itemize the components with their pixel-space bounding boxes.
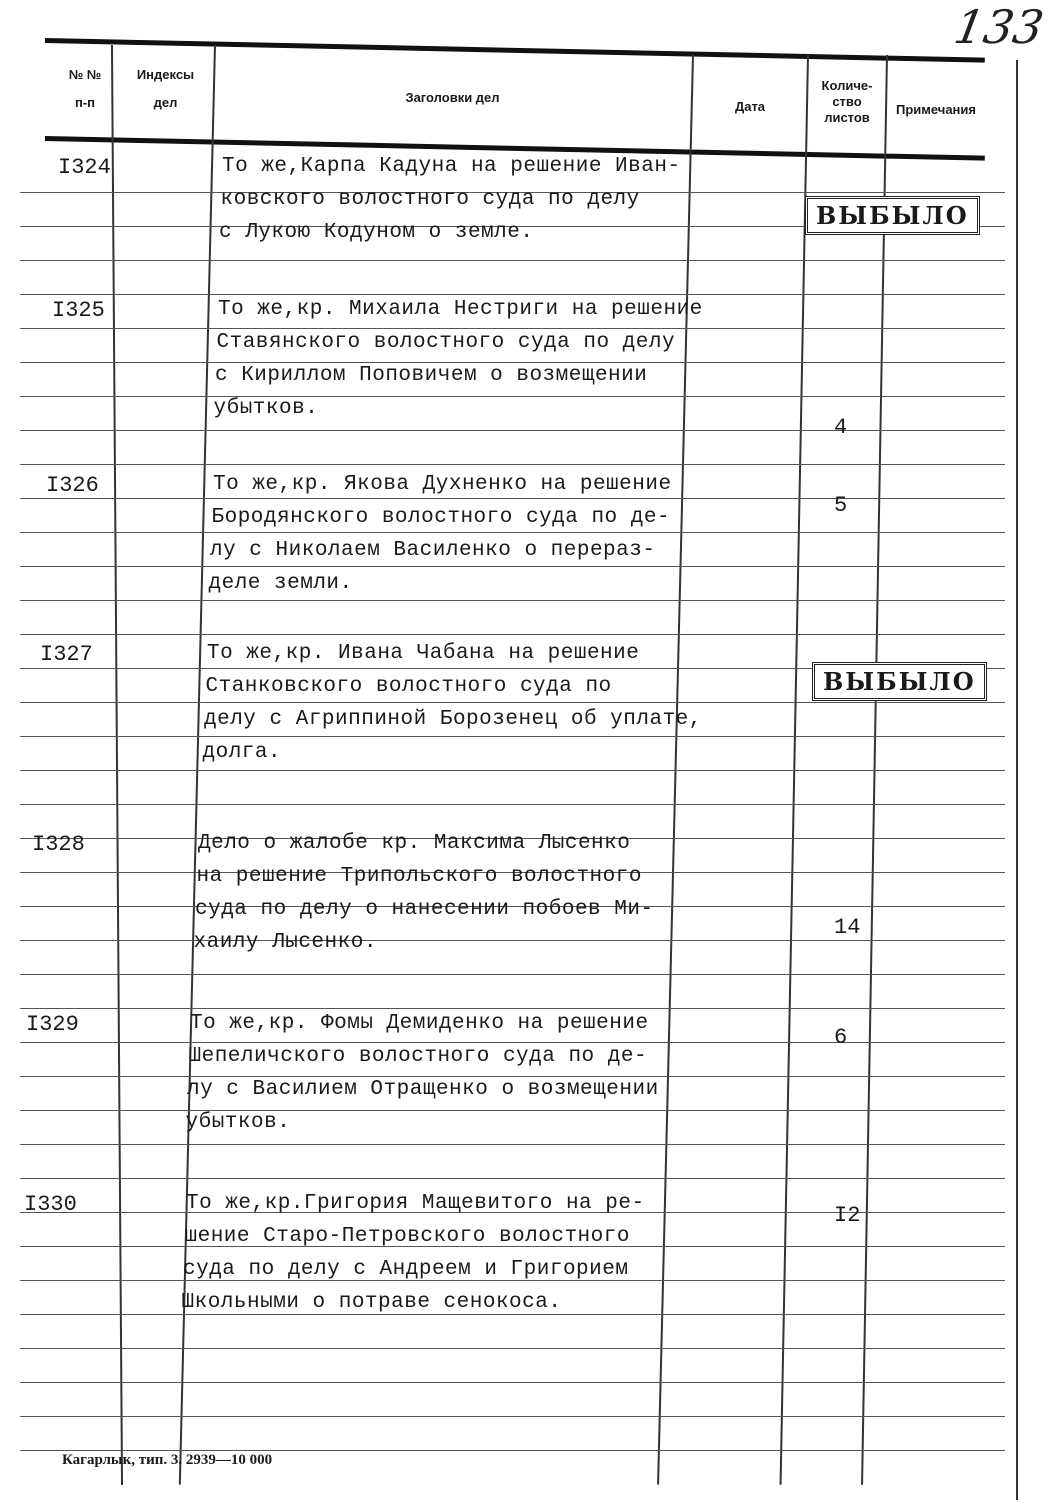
header-date: Дата bbox=[734, 99, 766, 114]
entry-title-line: на решение Трипольского волостного bbox=[196, 865, 642, 888]
entry-number: I326 bbox=[46, 473, 99, 498]
entry-number: I324 bbox=[58, 155, 111, 180]
ledger-rule bbox=[20, 940, 1005, 941]
entry-title-line: Станковского волостного суда по bbox=[205, 675, 612, 698]
column-divider bbox=[111, 45, 123, 1485]
entry-number: I328 bbox=[32, 832, 85, 857]
entry-title-line: ковского волостного суда по делу bbox=[220, 188, 640, 211]
ledger-rule bbox=[20, 600, 1005, 601]
header-num-line: № № bbox=[68, 67, 102, 82]
ledger-rule bbox=[20, 1348, 1005, 1349]
printer-footer: Кагарлык, тип. 3. 2939—10 000 bbox=[62, 1452, 273, 1468]
ledger-rule bbox=[20, 1144, 1005, 1145]
entry-title-line: с Кириллом Поповичем о возмещении bbox=[215, 364, 648, 387]
header-index-line: Индексы bbox=[136, 67, 195, 82]
entry-title-line: То же,Карпа Кадуна на решение Иван- bbox=[222, 155, 681, 178]
entry-number: I325 bbox=[52, 298, 105, 323]
entry-title-line: убытков. bbox=[213, 397, 319, 420]
ledger-rule bbox=[20, 464, 1005, 465]
ledger-rule bbox=[20, 430, 1005, 431]
entry-title-line: убытков. bbox=[185, 1111, 291, 1134]
header-num bbox=[55, 65, 115, 113]
ledger-rule bbox=[20, 566, 1005, 567]
ledger-rule bbox=[20, 1450, 1005, 1451]
entry-title-line: Дело о жалобе кр. Максима Лысенко bbox=[198, 832, 631, 855]
entry-title-line: То же,кр. Михаила Нестриги на решение bbox=[218, 298, 703, 321]
entry-title-line: То же,кр. Фомы Демиденко на решение bbox=[190, 1012, 649, 1035]
header-num-line: п-п bbox=[74, 95, 96, 110]
entry-number: I329 bbox=[26, 1012, 79, 1037]
sheet-count: I2 bbox=[834, 1203, 861, 1228]
header-count-line: Количе- bbox=[821, 78, 873, 93]
withdrawn-stamp: ВЫБЫЛО bbox=[805, 196, 980, 235]
ledger-rule bbox=[20, 1008, 1005, 1009]
ledger-rule bbox=[20, 260, 1005, 261]
ledger-rule bbox=[20, 498, 1005, 499]
entry-title-line: лу с Василием Отращенко о возмещении bbox=[187, 1078, 659, 1101]
header-titles: Заголовки дел bbox=[405, 90, 500, 105]
entry-title-line: хаилу Лысенко. bbox=[193, 931, 377, 954]
ledger-rule bbox=[20, 328, 1005, 329]
ledger-rule bbox=[20, 1416, 1005, 1417]
ledger-rule bbox=[20, 294, 1005, 295]
sheet-count: 4 bbox=[834, 415, 848, 440]
ledger-rule bbox=[20, 1382, 1005, 1383]
ledger-rule bbox=[20, 736, 1005, 737]
header-count bbox=[808, 78, 886, 126]
page-number: 133 bbox=[950, 0, 1048, 54]
sheet-count: 5 bbox=[834, 493, 848, 518]
sheet-count: 6 bbox=[834, 1025, 848, 1050]
ledger-rule bbox=[20, 1042, 1005, 1043]
ledger-rule bbox=[20, 362, 1005, 363]
entry-title-line: То же,кр. Ивана Чабана на решение bbox=[207, 642, 640, 665]
header-notes: Примечания bbox=[895, 102, 976, 117]
header-top-rule bbox=[45, 38, 985, 63]
entry-title-line: Шепеличского волостного суда по де- bbox=[188, 1045, 648, 1068]
header-index bbox=[118, 65, 213, 113]
ledger-rule bbox=[20, 974, 1005, 975]
entry-title-line: шение Старо-Петровского волостного bbox=[184, 1225, 630, 1248]
header-count-line: ство bbox=[832, 94, 862, 109]
entry-number: I327 bbox=[40, 642, 93, 667]
entry-title-line: суда по делу о нанесении побоев Ми- bbox=[195, 898, 654, 921]
ledger-rule bbox=[20, 532, 1005, 533]
entry-title-line: делу с Агриппиной Борозенец об уплате, bbox=[204, 708, 702, 731]
withdrawn-stamp: ВЫБЫЛО bbox=[812, 662, 987, 701]
ledger-rule bbox=[20, 1076, 1005, 1077]
page-edge bbox=[1016, 60, 1018, 1500]
header-index-line: дел bbox=[153, 95, 178, 110]
entry-title-line: с Лукою Кодуном о земле. bbox=[219, 221, 534, 244]
entry-title-line: То же,кр.Григория Мащевитого на ре- bbox=[186, 1192, 645, 1215]
ledger-rule bbox=[20, 770, 1005, 771]
entry-title-line: деле земли. bbox=[208, 572, 353, 595]
entry-title-line: То же,кр. Якова Духненко на решение bbox=[213, 473, 672, 496]
ledger-rule bbox=[20, 634, 1005, 635]
ledger-rule bbox=[20, 804, 1005, 805]
ledger-rule bbox=[20, 1110, 1005, 1111]
ledger-rule bbox=[20, 702, 1005, 703]
entry-title-line: Ставянского волостного суда по делу bbox=[216, 331, 676, 354]
entry-title-line: Бородянского волостного суда по де- bbox=[211, 506, 671, 529]
header-count-line: листов bbox=[824, 110, 870, 125]
entry-title-line: лу с Николаем Василенко о перераз- bbox=[210, 539, 656, 562]
ledger-rule bbox=[20, 396, 1005, 397]
entry-title-line: долга. bbox=[202, 741, 282, 764]
sheet-count: 14 bbox=[834, 915, 861, 940]
ledger-rule bbox=[20, 1314, 1005, 1315]
ledger-rule bbox=[20, 1178, 1005, 1179]
entry-title-line: Школьными о потраве сенокоса. bbox=[181, 1291, 562, 1314]
entry-number: I330 bbox=[24, 1192, 77, 1217]
entry-title-line: суда по делу с Андреем и Григорием bbox=[183, 1258, 629, 1281]
